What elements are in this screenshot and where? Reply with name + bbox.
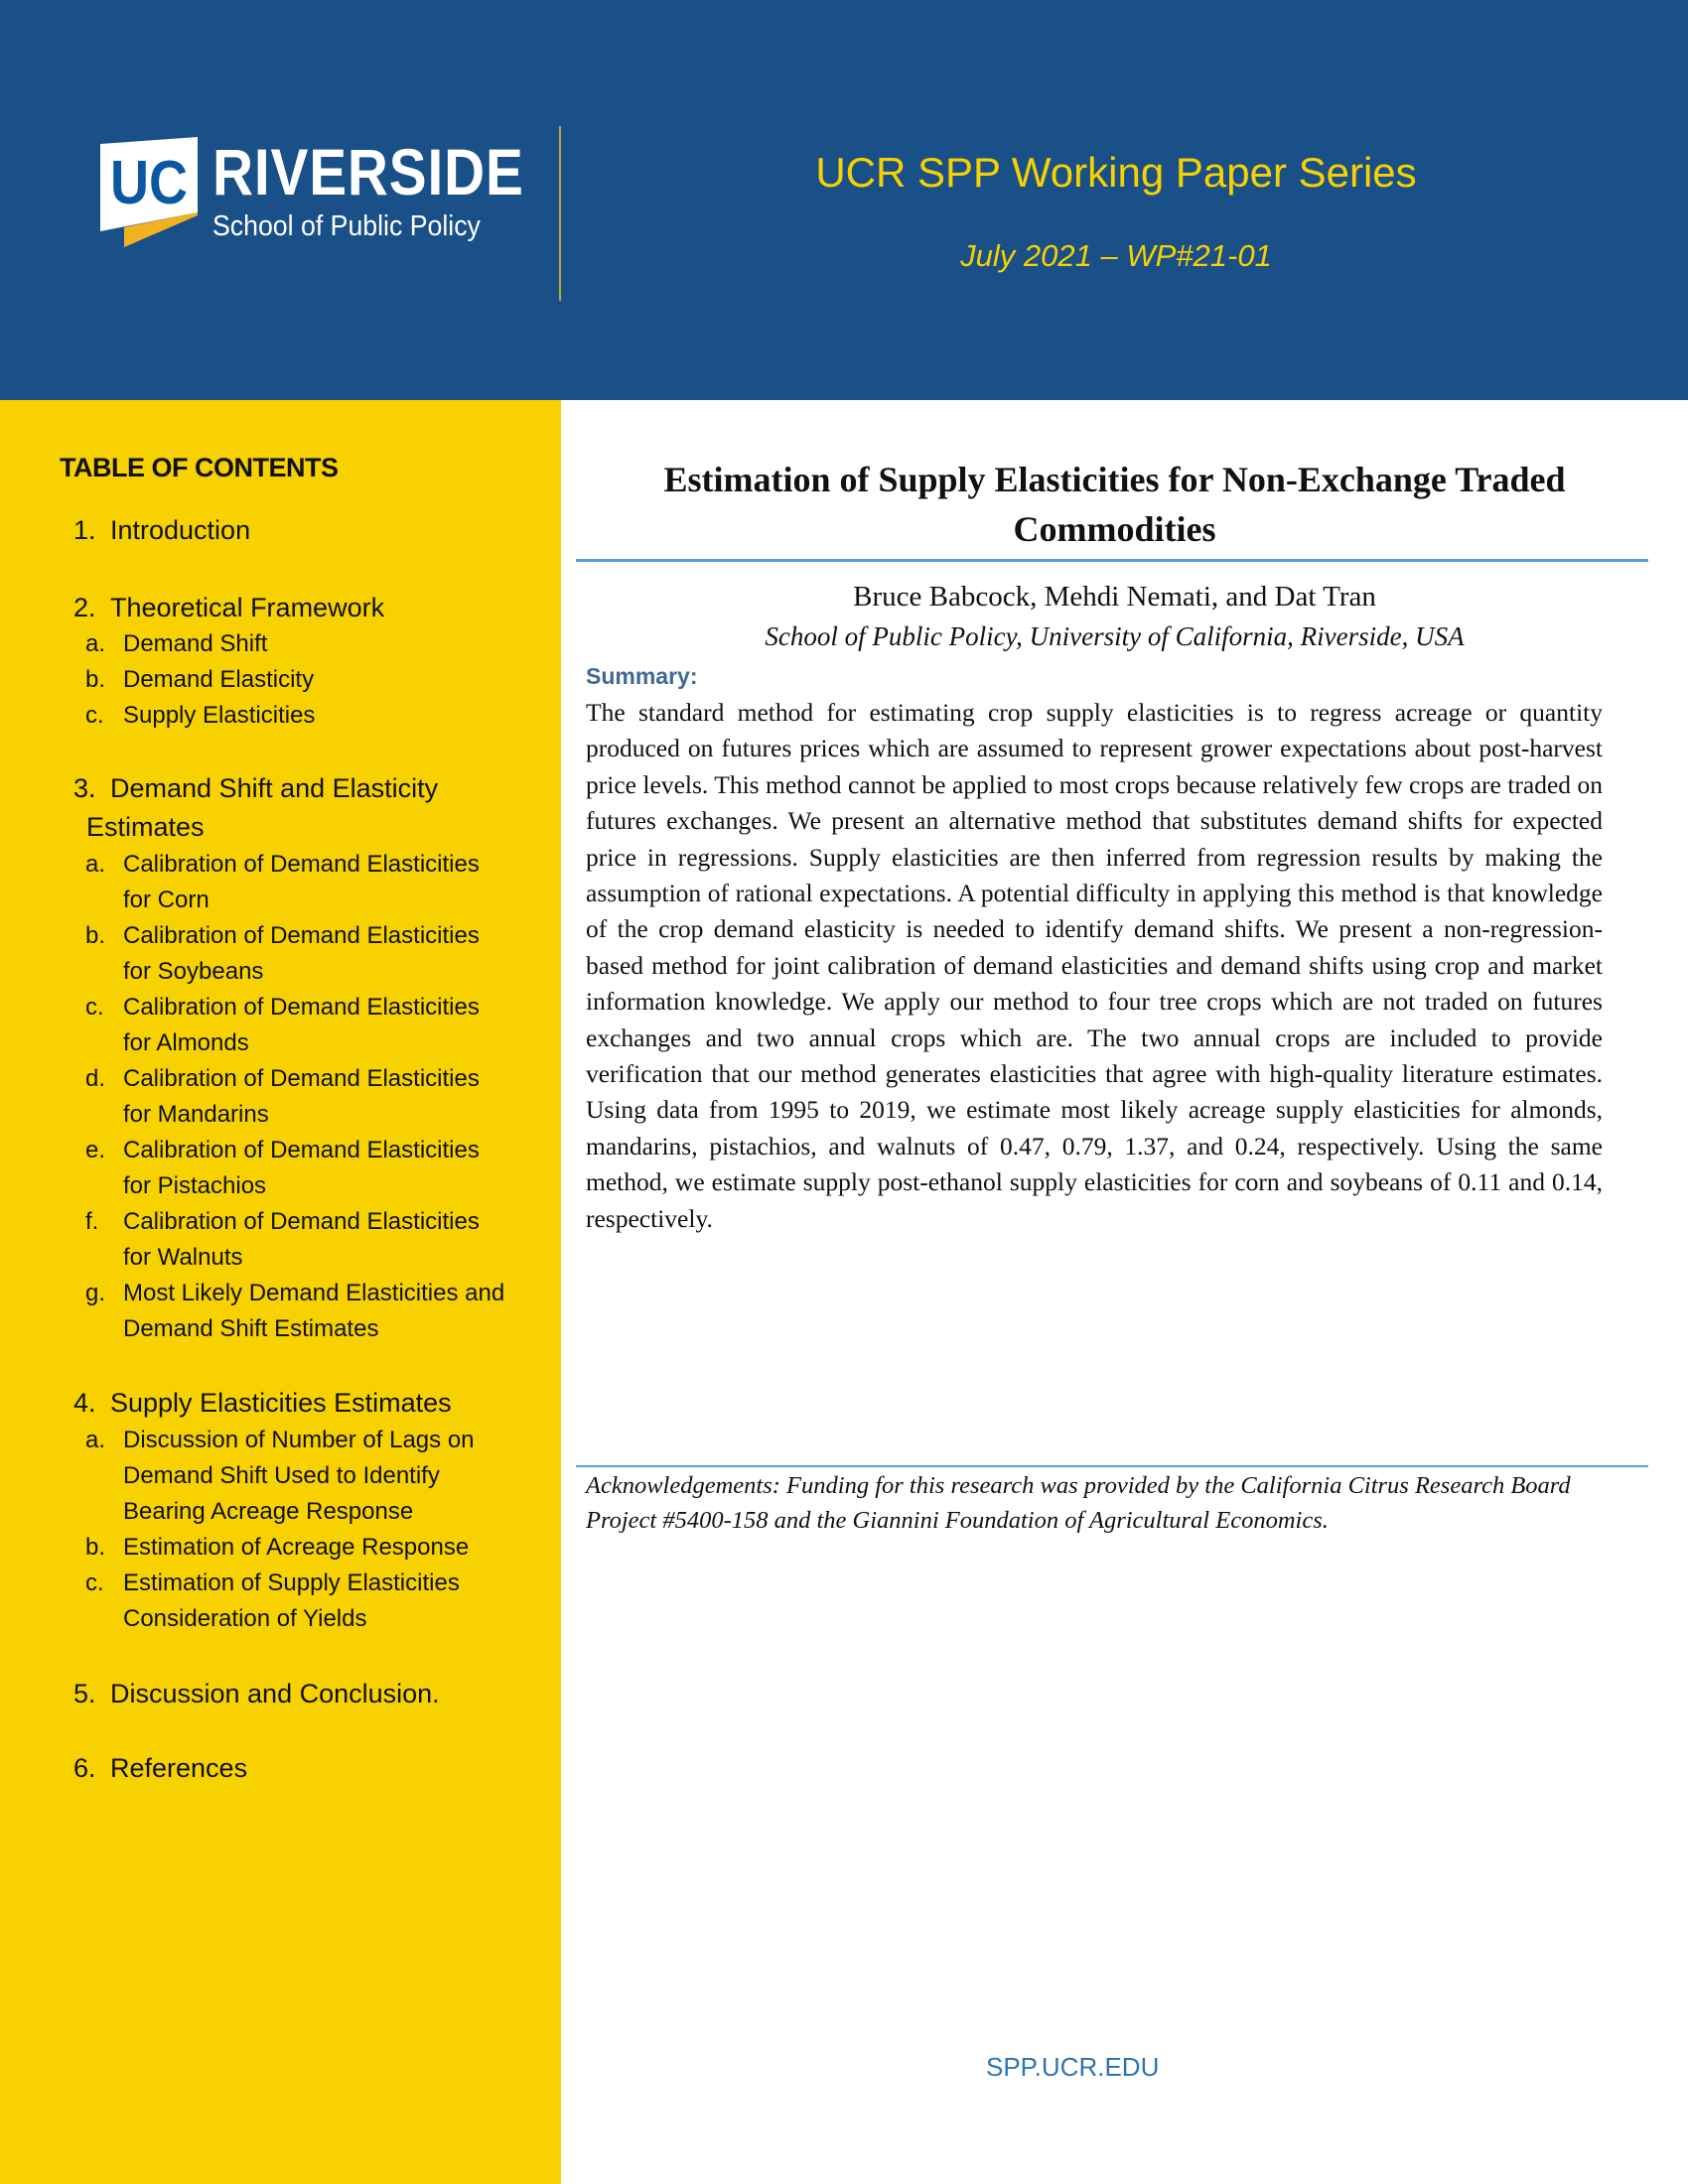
toc-subitem-label: Calibration of Demand Elasticities for Almonds — [123, 994, 480, 1056]
toc-subitem-label: Calibration of Demand Elasticities for Soybeans — [123, 922, 480, 985]
series-title: UCR SPP Working Paper Series — [815, 149, 1417, 196]
toc-subitem-letter: f. — [85, 1208, 99, 1235]
toc-item-label: Supply Elasticities Estimates — [110, 1388, 452, 1418]
toc-item-number: 3. — [73, 773, 96, 803]
toc-subitem-label: Calibration of Demand Elasticities for Mandarins — [123, 1065, 480, 1128]
toc-subitem-letter: g. — [85, 1280, 106, 1306]
paper-title: Estimation of Supply Elasticities for Non-Exchange Traded Commodities — [663, 460, 1566, 549]
toc-subitem-letter: b. — [85, 666, 106, 693]
logo-riverside-text: RIVERSIDE — [212, 135, 524, 208]
toc-subitem-letter: c. — [85, 1570, 104, 1596]
paper-affiliation: School of Public Policy, University of California, Riverside, USA — [765, 621, 1465, 651]
toc-item-number: 1. — [73, 515, 96, 545]
toc-item-label: Introduction — [110, 515, 251, 545]
toc-item-number: 2. — [73, 593, 96, 622]
toc-subitem-label: Estimation of Supply Elasticities Consideration of Yields — [123, 1570, 460, 1632]
series-date: July 2021 – WP#21-01 — [960, 238, 1272, 273]
toc-item-label: References — [110, 1753, 248, 1783]
toc-subitem-label: Calibration of Demand Elasticities for Pistachios — [123, 1137, 480, 1199]
toc-subitem-label: Supply Elasticities — [123, 702, 316, 729]
toc-item-label: Demand Shift and Elasticity — [110, 773, 439, 803]
paper-authors: Bruce Babcock, Mehdi Nemati, and Dat Tran — [853, 581, 1376, 613]
acknowledgements-divider — [576, 1465, 1648, 1467]
toc-subitem-label: Calibration of Demand Elasticities for Walnuts — [123, 1208, 480, 1271]
toc-subitem-letter: c. — [85, 994, 104, 1021]
toc-item-label: Discussion and Conclusion. — [110, 1679, 440, 1708]
toc-subitem-letter: b. — [85, 922, 106, 949]
toc-heading: TABLE OF CONTENTS — [60, 453, 339, 482]
toc-subitem-letter: d. — [85, 1065, 106, 1092]
toc-item-number: 4. — [73, 1388, 96, 1418]
footer-website-link[interactable]: SPP.UCR.EDU — [986, 2052, 1160, 2082]
acknowledgements-text: Acknowledgements: Funding for this research was provided by the California Citrus Research Board Project #5400-158 and the Giannini Foundation of Agricultural Economics. — [586, 1472, 1571, 1534]
toc-subitem-label: Calibration of Demand Elasticities for Corn — [123, 851, 480, 913]
toc-subitem-label: Demand Elasticity — [123, 666, 315, 693]
logo-uc-text: UC — [110, 149, 188, 217]
ucr-logo-mark-icon — [94, 127, 213, 256]
summary-label: Summary: — [586, 663, 698, 689]
toc-subitem-letter: e. — [85, 1137, 106, 1163]
toc-subitem-letter: a. — [85, 851, 106, 878]
toc-item-number: 6. — [73, 1753, 96, 1783]
toc-item-number: 5. — [73, 1679, 96, 1708]
toc-item-label-continued: Estimates — [86, 812, 205, 842]
toc-subitem-letter: c. — [85, 702, 104, 729]
toc-subitem-letter: b. — [85, 1534, 106, 1561]
toc-subitem-label: Most Likely Demand Elasticities and Demand Shift Estimates — [123, 1280, 505, 1342]
toc-item-label: Theoretical Framework — [110, 593, 385, 622]
toc-subitem-label: Estimation of Acreage Response — [123, 1534, 470, 1561]
logo-school-text: School of Public Policy — [212, 210, 481, 242]
header-divider — [559, 126, 561, 301]
toc-subitem-label: Demand Shift — [123, 630, 268, 657]
toc-subitem-label: Discussion of Number of Lags on Demand Shift Used to Identify Bearing Acreage Response — [123, 1427, 475, 1525]
toc-subitem-letter: a. — [85, 1427, 106, 1453]
title-divider — [576, 559, 1648, 562]
summary-paragraph: The standard method for estimating crop supply elasticities is to regress acreage or quantity produced on futures prices which are assumed to represent grower expectations about post-harvest price levels. This method cannot be applied to most crops because relatively few crops are traded on futures exchanges. We present an alternative method that substitutes demand shifts for expected price in regressions. Supply elasticities are then inferred from regression results by making the assumption of rational expectations. A potential difficulty in applying this method is that knowledge of the crop demand elasticity is needed to identify demand shifts. We present a non-regression-based method for joint calibration of demand elasticities and demand shifts using crop and market information knowledge. We apply our method to four tree crops which are not traded on futures exchanges and two annual crops which are. The two annual crops are included to provide verification that our method generates elasticities that agree with high-quality literature estimates. Using data from 1995 to 2019, we estimate most likely acreage supply elasticities for almonds, mandarins, pistachios, and walnuts of 0.47, 0.79, 1.37, and 0.24, respectively. Using the same method, we estimate supply post-ethanol supply elasticities for corn and soybeans of 0.11 and 0.14, respectively. — [586, 698, 1603, 1233]
toc-subitem-letter: a. — [85, 630, 106, 657]
